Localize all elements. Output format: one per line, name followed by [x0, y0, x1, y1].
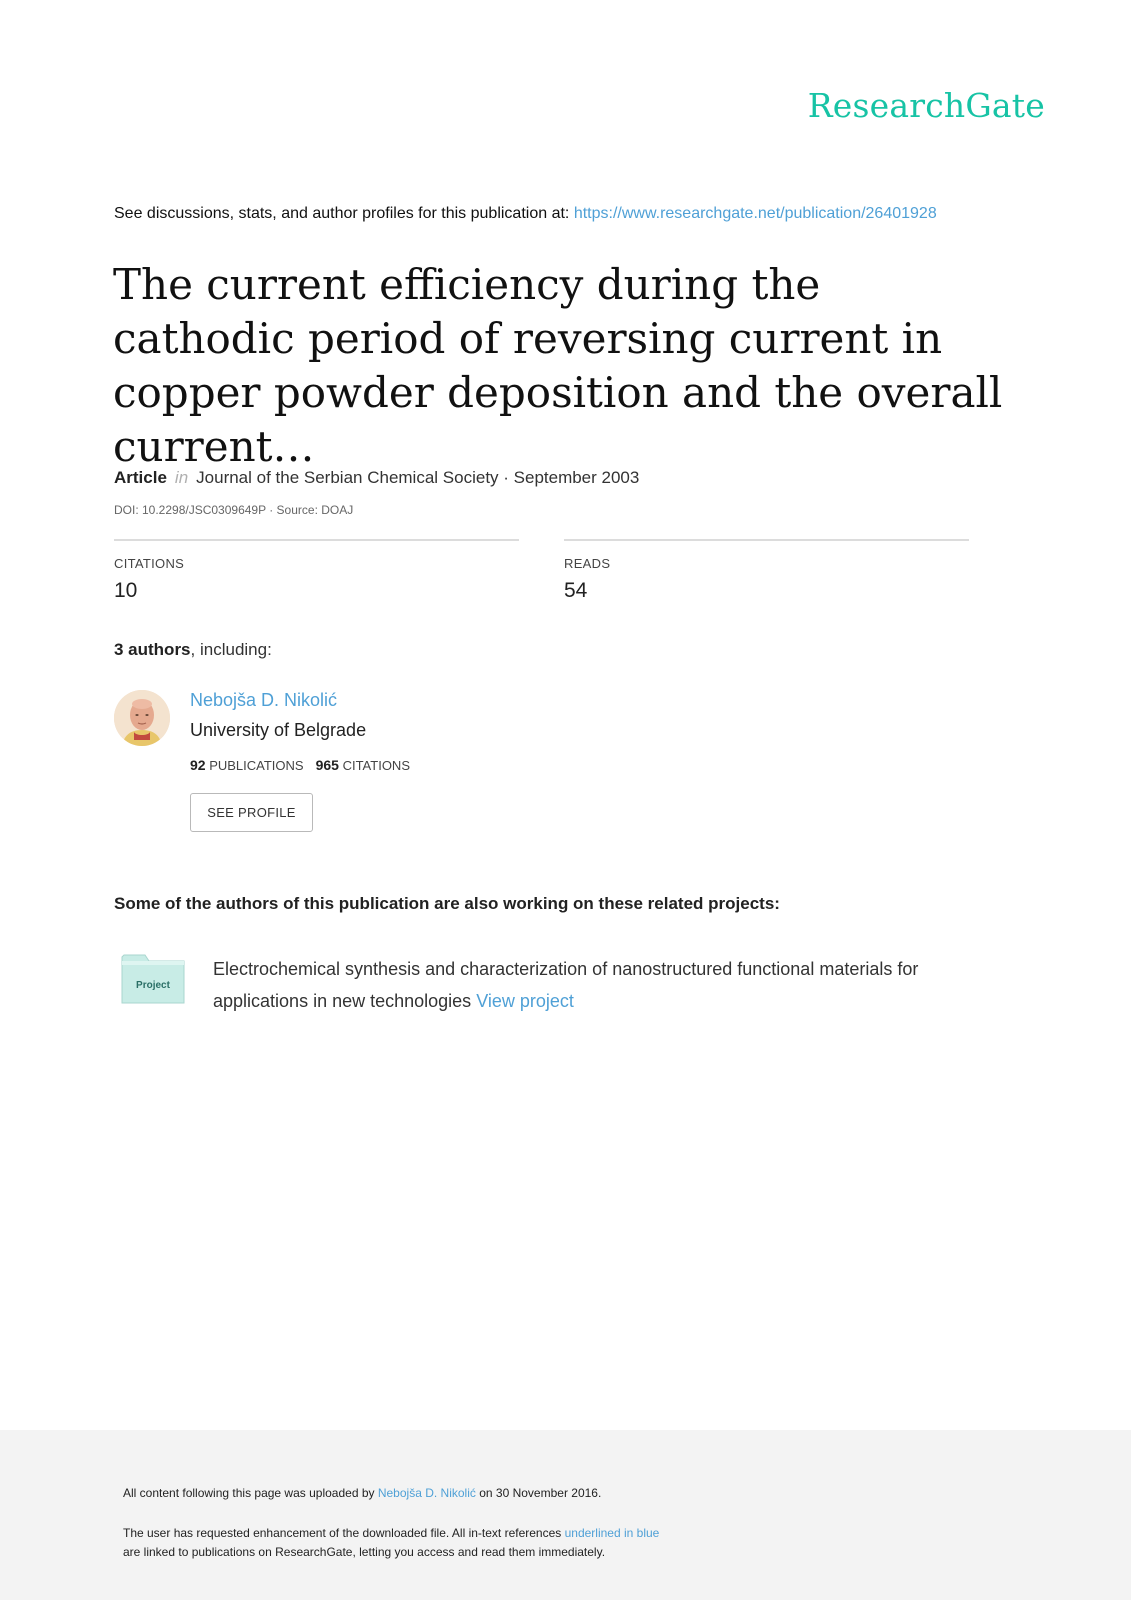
see-profile-button[interactable]: SEE PROFILE: [190, 793, 313, 832]
author-photo-icon: [114, 690, 170, 746]
note-suffix: are linked to publications on ResearchGate, letting you access and read them immediately.: [123, 1545, 606, 1559]
uploader-link[interactable]: Nebojša D. Nikolić: [377, 1486, 476, 1500]
author-publications-label: PUBLICATIONS: [209, 758, 304, 773]
upload-prefix: All content following this page was uploaded by: [123, 1486, 378, 1500]
doi-source: DOI: 10.2298/JSC0309649P · Source: DOAJ: [114, 503, 354, 517]
author-avatar[interactable]: [114, 690, 170, 746]
project-icon-label: Project: [136, 980, 170, 991]
reads-label: READS: [564, 556, 611, 571]
publication-type: Article: [114, 468, 167, 487]
author-citations-count: 965: [315, 757, 339, 773]
folder-icon: [121, 953, 185, 1005]
project-title: Electrochemical synthesis and characterization of nanostructured functional materials for applications in new technologies: [213, 959, 919, 1011]
journal-and-date[interactable]: Journal of the Serbian Chemical Society · September 2003: [196, 468, 640, 487]
publication-meta: [114, 468, 639, 488]
publication-title: The current efficiency during the cathodic period of reversing current in copper powder deposition and the overall current…: [113, 260, 1003, 471]
authors-including-text: , including:: [190, 640, 272, 659]
author-publications-count: 92: [190, 757, 206, 773]
authors-count-number: 3 authors: [114, 640, 191, 659]
author-citations-label: CITATIONS: [342, 758, 410, 773]
view-project-link[interactable]: View project: [476, 991, 574, 1011]
related-projects-heading: Some of the authors of this publication are also working on these related projects:: [114, 894, 780, 913]
citations-label: CITATIONS: [114, 556, 185, 571]
citations-stat: [114, 539, 519, 603]
author-institution: University of Belgrade: [190, 720, 367, 740]
see-discussions-text: See discussions, stats, and author profiles for this publication at:: [114, 205, 574, 222]
publication-url-link[interactable]: https://www.researchgate.net/publication/26401928: [573, 205, 937, 222]
project-description: [213, 953, 993, 1017]
note-link-text: underlined in blue: [564, 1526, 660, 1540]
reads-divider: [564, 539, 969, 541]
citations-divider: [114, 539, 519, 541]
upload-info: [123, 1486, 601, 1500]
reads-stat: [564, 539, 969, 603]
in-word: in: [174, 468, 189, 487]
author-stats: [190, 757, 410, 773]
footer: [0, 1430, 1131, 1600]
researchgate-logo[interactable]: ResearchGate: [807, 86, 1045, 125]
enhancement-note: [123, 1524, 823, 1562]
authors-count: [114, 640, 272, 660]
publication-url-line: [114, 205, 937, 223]
citations-value: 10: [114, 579, 138, 602]
project-folder-icon[interactable]: [121, 953, 185, 1005]
note-prefix: The user has requested enhancement of the downloaded file. All in-text references: [123, 1526, 565, 1540]
author-name-link[interactable]: Nebojša D. Nikolić: [190, 690, 338, 710]
reads-value: 54: [564, 579, 588, 602]
upload-suffix: on 30 November 2016.: [475, 1486, 602, 1500]
